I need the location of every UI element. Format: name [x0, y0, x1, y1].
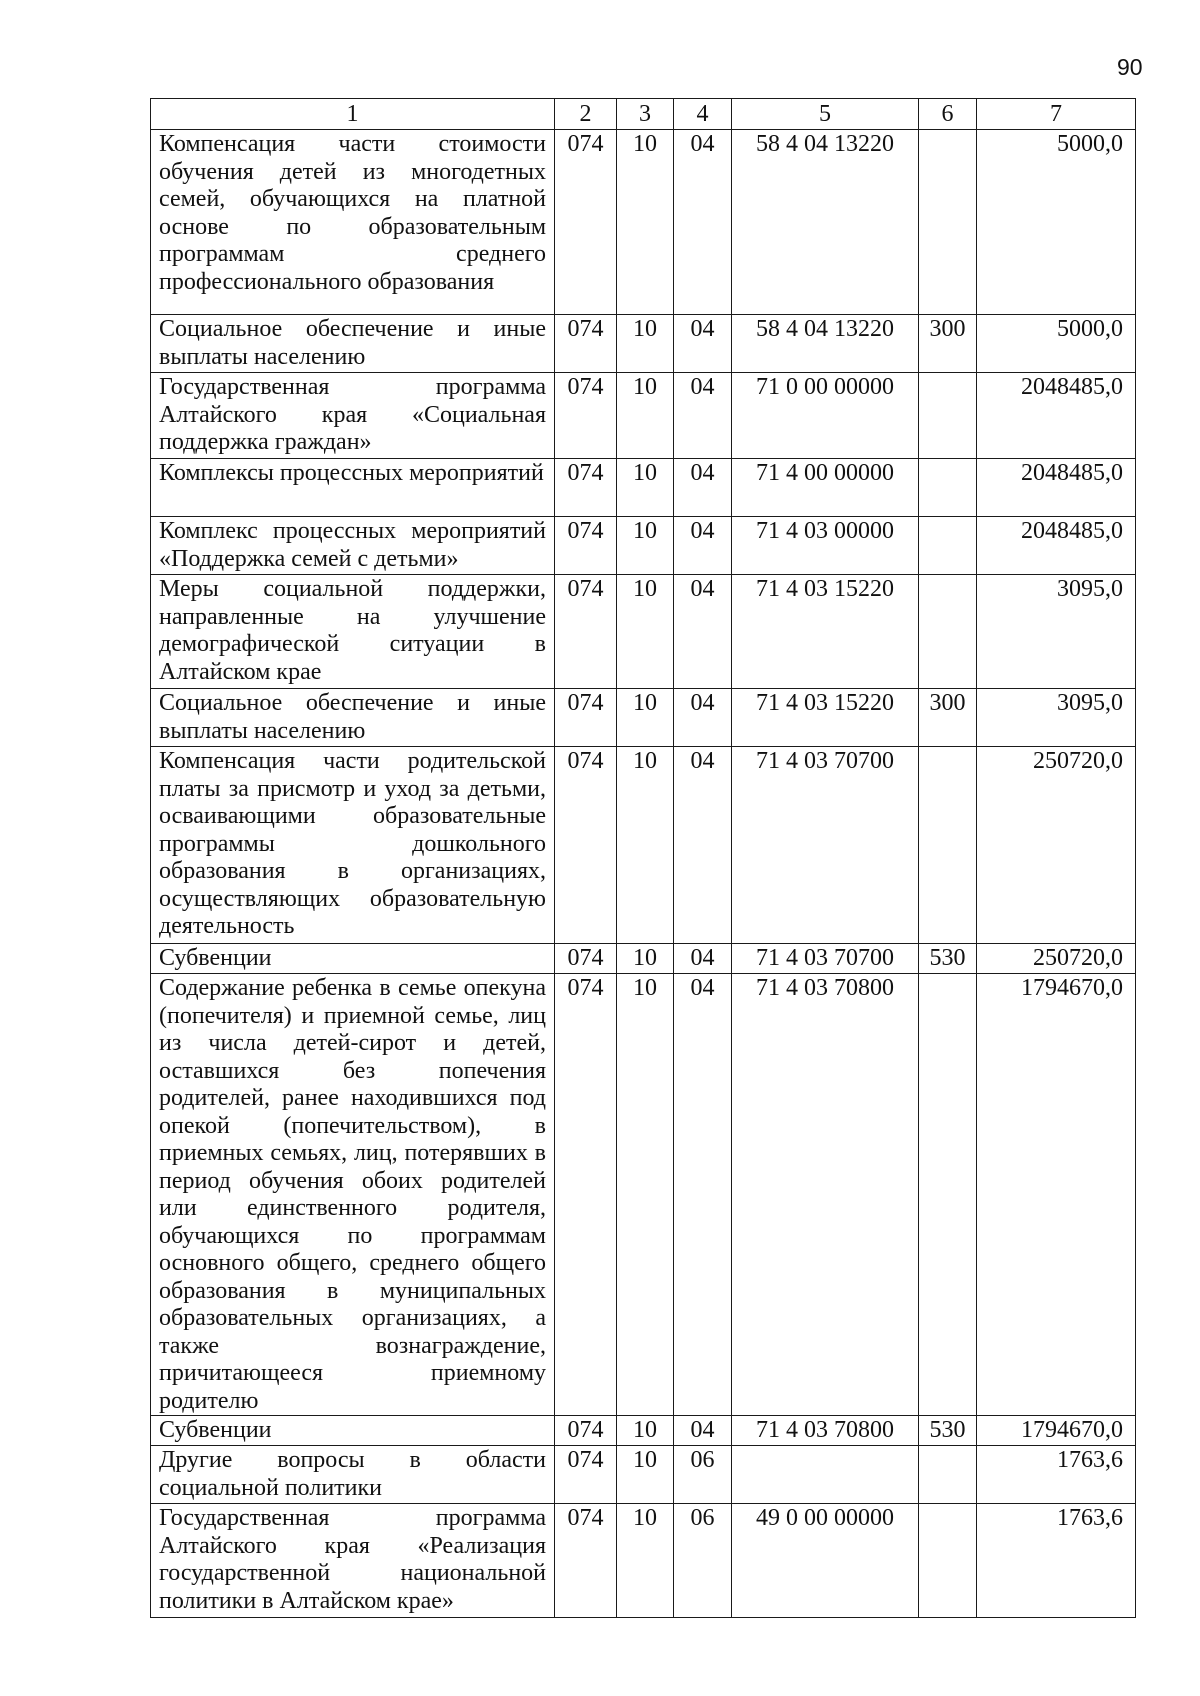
row-amount: 5000,0 — [977, 130, 1136, 315]
row-expense-type — [919, 575, 977, 689]
row-amount: 250720,0 — [977, 747, 1136, 944]
row-name: Компенсация части родительской платы за присмотр и уход за детьми, осваивающими образовательные программы дошкольного образования в организациях, осуществляющих образовательную деятельность — [151, 747, 555, 944]
row-name: Государственная программа Алтайского края «Социальная поддержка граждан» — [151, 373, 555, 459]
header-col-2: 2 — [555, 99, 617, 130]
row-ministry: 074 — [555, 315, 617, 373]
row-section: 10 — [617, 1416, 674, 1446]
row-name: Меры социальной поддержки, направленные на улучшение демографической ситуации в Алтайском крае — [151, 575, 555, 689]
row-target: 58 4 04 13220 — [732, 130, 919, 315]
row-section: 10 — [617, 459, 674, 517]
row-ministry: 074 — [555, 517, 617, 575]
header-col-6: 6 — [919, 99, 977, 130]
row-target: 58 4 04 13220 — [732, 315, 919, 373]
row-target: 71 0 00 00000 — [732, 373, 919, 459]
table-row — [151, 1504, 1136, 1618]
row-name: Содержание ребенка в семье опекуна (попечителя) и приемной семье, лиц из числа детей-сирот и детей, оставшихся без попечения родителей, ранее находившихся под опекой (попечительством), в приемных семьях, лиц, потерявших в период обучения обоих родителей или единственного родителя, обучающихся по программам основного общего, среднего общего образования в муниципальных образовательных организациях, а также вознаграждение, причитающееся приемному родителю — [151, 974, 555, 1416]
row-subsection: 04 — [674, 689, 732, 747]
budget-table — [150, 98, 1136, 1618]
row-ministry: 074 — [555, 944, 617, 974]
row-expense-type — [919, 459, 977, 517]
row-name: Комплексы процессных мероприятий — [151, 459, 555, 517]
row-ministry: 074 — [555, 689, 617, 747]
row-section: 10 — [617, 747, 674, 944]
row-expense-type: 300 — [919, 315, 977, 373]
row-expense-type — [919, 1504, 977, 1618]
row-ministry: 074 — [555, 373, 617, 459]
row-target — [732, 1446, 919, 1504]
table-row — [151, 974, 1136, 1416]
row-name: Другие вопросы в области социальной политики — [151, 1446, 555, 1504]
header-col-1: 1 — [151, 99, 555, 130]
row-expense-type — [919, 517, 977, 575]
row-subsection: 04 — [674, 974, 732, 1416]
row-section: 10 — [617, 1504, 674, 1618]
row-subsection: 04 — [674, 459, 732, 517]
row-amount: 3095,0 — [977, 575, 1136, 689]
table-row — [151, 575, 1136, 689]
row-target: 71 4 03 70700 — [732, 747, 919, 944]
header-col-7: 7 — [977, 99, 1136, 130]
row-subsection: 06 — [674, 1446, 732, 1504]
row-section: 10 — [617, 944, 674, 974]
row-amount: 3095,0 — [977, 689, 1136, 747]
row-ministry: 074 — [555, 1416, 617, 1446]
table-row — [151, 1416, 1136, 1446]
row-section: 10 — [617, 1446, 674, 1504]
table-row — [151, 373, 1136, 459]
row-ministry: 074 — [555, 974, 617, 1416]
row-subsection: 04 — [674, 1416, 732, 1446]
header-col-4: 4 — [674, 99, 732, 130]
row-subsection: 04 — [674, 575, 732, 689]
row-target: 71 4 03 70700 — [732, 944, 919, 974]
row-target: 71 4 03 70800 — [732, 974, 919, 1416]
table-body — [151, 130, 1136, 1618]
table-row — [151, 1446, 1136, 1504]
row-section: 10 — [617, 689, 674, 747]
row-expense-type: 530 — [919, 1416, 977, 1446]
row-name: Субвенции — [151, 1416, 555, 1446]
table-header — [151, 99, 1136, 130]
row-expense-type — [919, 747, 977, 944]
header-row — [151, 99, 1136, 130]
row-expense-type — [919, 130, 977, 315]
row-target: 71 4 00 00000 — [732, 459, 919, 517]
row-subsection: 04 — [674, 130, 732, 315]
row-target: 71 4 03 70800 — [732, 1416, 919, 1446]
row-section: 10 — [617, 315, 674, 373]
row-section: 10 — [617, 130, 674, 315]
row-name: Государственная программа Алтайского края «Реализация государственной национальной политики в Алтайском крае» — [151, 1504, 555, 1618]
row-expense-type: 530 — [919, 944, 977, 974]
table-row — [151, 517, 1136, 575]
row-subsection: 04 — [674, 373, 732, 459]
table-row — [151, 130, 1136, 315]
row-target: 71 4 03 15220 — [732, 575, 919, 689]
row-name: Комплекс процессных мероприятий «Поддержка семей с детьми» — [151, 517, 555, 575]
row-amount: 2048485,0 — [977, 373, 1136, 459]
row-amount: 1763,6 — [977, 1446, 1136, 1504]
row-name: Субвенции — [151, 944, 555, 974]
row-section: 10 — [617, 373, 674, 459]
table-row — [151, 747, 1136, 944]
table-row — [151, 944, 1136, 974]
row-subsection: 04 — [674, 517, 732, 575]
row-expense-type — [919, 974, 977, 1416]
table-row — [151, 689, 1136, 747]
row-expense-type: 300 — [919, 689, 977, 747]
row-amount: 250720,0 — [977, 944, 1136, 974]
row-ministry: 074 — [555, 747, 617, 944]
row-amount: 2048485,0 — [977, 517, 1136, 575]
row-amount: 1794670,0 — [977, 1416, 1136, 1446]
table-row — [151, 315, 1136, 373]
header-col-3: 3 — [617, 99, 674, 130]
row-ministry: 074 — [555, 130, 617, 315]
row-section: 10 — [617, 575, 674, 689]
row-expense-type — [919, 373, 977, 459]
row-ministry: 074 — [555, 1446, 617, 1504]
row-section: 10 — [617, 974, 674, 1416]
row-subsection: 04 — [674, 944, 732, 974]
row-ministry: 074 — [555, 459, 617, 517]
row-subsection: 06 — [674, 1504, 732, 1618]
row-subsection: 04 — [674, 747, 732, 944]
row-ministry: 074 — [555, 575, 617, 689]
row-target: 71 4 03 15220 — [732, 689, 919, 747]
row-expense-type — [919, 1446, 977, 1504]
page-number: 90 — [1117, 54, 1143, 80]
row-target: 49 0 00 00000 — [732, 1504, 919, 1618]
row-ministry: 074 — [555, 1504, 617, 1618]
row-amount: 1794670,0 — [977, 974, 1136, 1416]
row-amount: 5000,0 — [977, 315, 1136, 373]
row-amount: 2048485,0 — [977, 459, 1136, 517]
row-section: 10 — [617, 517, 674, 575]
row-amount: 1763,6 — [977, 1504, 1136, 1618]
row-name: Компенсация части стоимости обучения детей из многодетных семей, обучающихся на платной основе по образовательным программам среднего профессионального образования — [151, 130, 555, 315]
row-target: 71 4 03 00000 — [732, 517, 919, 575]
row-name: Социальное обеспечение и иные выплаты населению — [151, 689, 555, 747]
header-col-5: 5 — [732, 99, 919, 130]
table-row — [151, 459, 1136, 517]
row-name: Социальное обеспечение и иные выплаты населению — [151, 315, 555, 373]
row-subsection: 04 — [674, 315, 732, 373]
